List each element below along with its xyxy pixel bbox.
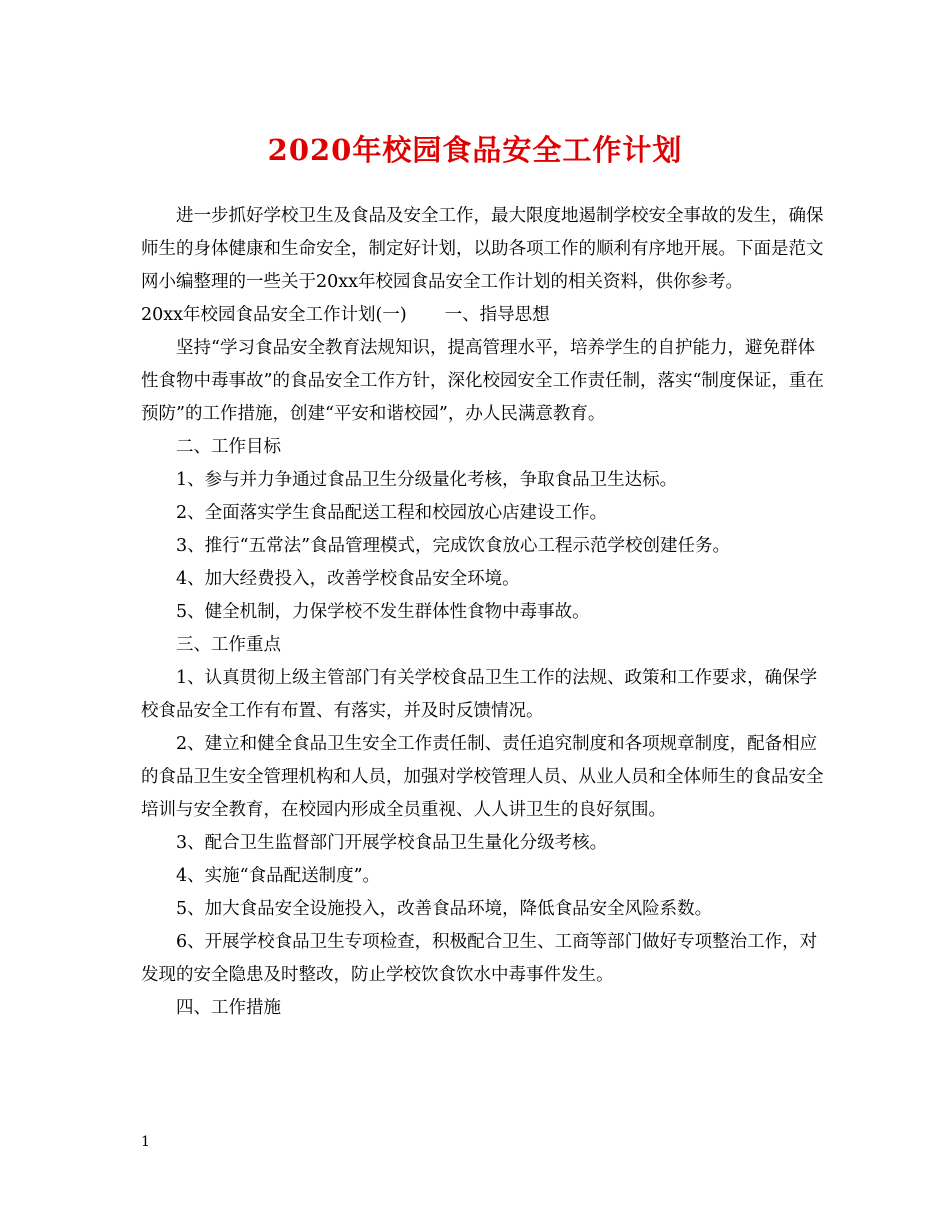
key-point-item: 6、开展学校食品卫生专项检查，积极配合卫生、工商等部门做好专项整治工作，对发现的安全隐患及时整改，防止学校饮食饮水中毒事件发生。 xyxy=(141,932,818,985)
plan-heading-line xyxy=(141,299,831,332)
goal-item: 5、健全机制，力保学校不发生群体性食物中毒事故。 xyxy=(176,602,590,622)
goal-item: 2、全面落实学生食品配送工程和校园放心店建设工作。 xyxy=(176,503,608,523)
key-point-item: 2、建立和健全食品卫生安全工作责任制、责任追究制度和各项规章制度，配备相应的食品卫生安全管理机构和人员，加强对学校管理人员、从业人员和全体师生的食品安全培训与安全教育，在校园内形成全员重视、人人讲卫生的良好氛围。 xyxy=(141,734,824,820)
key-point-item: 4、实施“食品配送制度”。 xyxy=(176,866,381,886)
key-point-item: 1、认真贯彻上级主管部门有关学校食品卫生工作的法规、政策和工作要求，确保学校食品安全工作有布置、有落实，并及时反馈情况。 xyxy=(141,668,818,721)
section-3-heading: 三、工作重点 xyxy=(176,635,281,655)
page-number: 1 xyxy=(141,1134,150,1150)
goal-item: 4、加大经费投入，改善学校食品安全环境。 xyxy=(176,569,520,589)
goal-item: 1、参与并力争通过食品卫生分级量化考核，争取食品卫生达标。 xyxy=(176,470,678,490)
plan-heading: 20xx年校园食品安全工作计划(一) xyxy=(141,305,407,325)
key-point-item: 3、配合卫生监督部门开展学校食品卫生量化分级考核。 xyxy=(176,833,608,853)
goal-item: 3、推行“五常法”食品管理模式，完成饮食放心工程示范学校创建任务。 xyxy=(176,536,731,556)
intro-paragraph: 进一步抓好学校卫生及食品及安全工作，最大限度地遏制学校安全事故的发生，确保师生的身体健康和生命安全，制定好计划，以助各项工作的顺利有序地开展。下面是范文网小编整理的一些关于20xx年校园食品安全工作计划的相关资料，供你参考。 xyxy=(141,206,824,292)
section-2-heading: 二、工作目标 xyxy=(176,437,281,457)
page-title: 2020年校园食品安全工作计划 xyxy=(267,133,683,167)
document-body xyxy=(141,200,831,1025)
section-1-heading: 一、指导思想 xyxy=(444,305,550,325)
section-1-paragraph: 坚持“学习食品安全教育法规知识，提高管理水平，培养学生的自护能力，避免群体性食物中毒事故”的食品安全工作方针，深化校园安全工作责任制，落实“制度保证，重在预防”的工作措施，创建“平安和谐校园”，办人民满意教育。 xyxy=(141,338,824,424)
key-point-item: 5、加大食品安全设施投入，改善食品环境，降低食品安全风险系数。 xyxy=(176,899,713,919)
section-4-heading: 四、工作措施 xyxy=(176,998,281,1018)
